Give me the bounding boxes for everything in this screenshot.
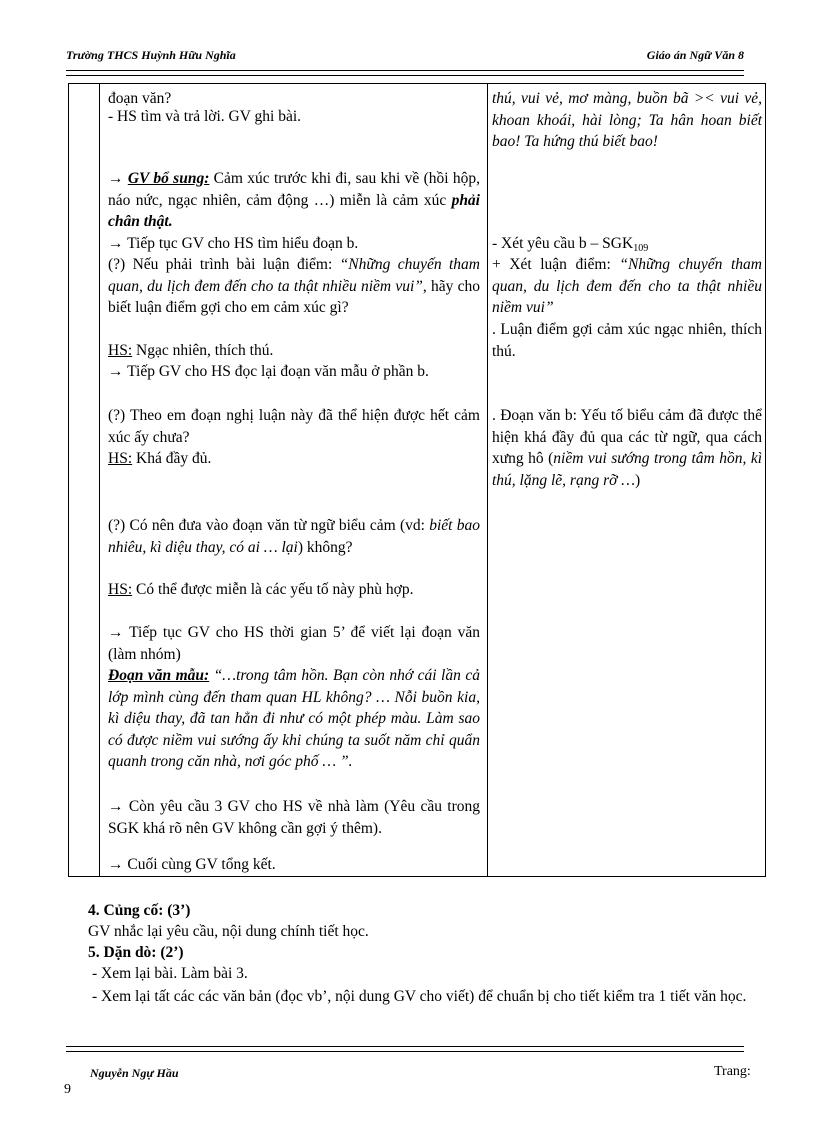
author-name: Nguyễn Ngự Hầu	[90, 1066, 179, 1080]
activity-text: Có thể được miễn là các yếu tố này phù hợp.	[132, 581, 414, 598]
content-paragraph	[492, 254, 762, 319]
content-subscript: 109	[633, 243, 649, 254]
section-5-item: - Xem lại bài. Làm bài 3.	[92, 965, 248, 982]
activity-paragraph	[108, 515, 480, 558]
activity-text: → Cuối cùng GV tổng kết.	[108, 856, 276, 873]
activity-text: → Còn yêu cầu 3 GV cho HS về nhà làm (Yêu cầu trong SGK khá rõ nên GV không cần gợi ý thêm).	[108, 798, 480, 837]
header-rule	[66, 70, 744, 76]
activity-paragraph	[108, 579, 480, 601]
activity-text: → Tiếp tục GV cho HS thời gian 5’ để viết lại đoạn văn (làm nhóm)	[108, 624, 480, 663]
activity-paragraph	[108, 340, 480, 362]
activity-text: - HS tìm và trả lời. GV ghi bài.	[108, 108, 302, 125]
content-text: . Luận điểm gợi cảm xúc ngạc nhiên, thích thú.	[492, 321, 762, 360]
subject-name: Giáo án Ngữ Văn 8	[646, 48, 744, 62]
activity-paragraph	[108, 448, 480, 470]
activity-text: (?) Có nên đưa vào đoạn văn từ ngữ biểu cảm (vd:	[108, 517, 430, 534]
activity-text: → Tiếp GV cho HS đọc lại đoạn văn mẫu ở phần b.	[108, 363, 429, 380]
sample-paragraph	[108, 665, 480, 773]
content-quote: “Những chuyến tham quan, du lịch đem đến cho ta thật nhiều niềm vui”	[492, 256, 762, 316]
activity-paragraph	[108, 254, 480, 319]
content-text: . Đoạn văn b: Yếu tố biểu cảm đã được thể hiện khá đầy đủ qua các từ ngữ, qua cách xưng hô (	[492, 407, 762, 467]
hs-label: HS:	[108, 342, 133, 359]
sample-label: Đoạn văn mẫu:	[108, 667, 210, 684]
activity-quote: “Những chuyến tham quan, du lịch đem đến cho ta thật nhiều niềm vui”	[108, 256, 480, 295]
activity-emphasis: phải chân thật.	[108, 191, 480, 230]
page-label: Trang:	[714, 1064, 751, 1079]
arrow-icon: →	[108, 170, 128, 187]
table-col-index	[69, 84, 100, 876]
sample-text: “…trong tâm hồn. Bạn còn nhớ cái lần cả lớp mình cùng đến tham quan HL không? … Nỗi buồn kia, kì diệu thay, đã tan hẳn đi như có một phép màu. Làm sao có được niềm vui sướng ấy khi chúng ta suốt năm chỉ quẩn quanh trong căn nhà, nơi góc phố … ”.	[108, 667, 480, 770]
activity-paragraph	[108, 168, 480, 233]
activity-text: (?) Theo em đoạn nghị luận này đã thể hiện được hết cảm xúc ấy chưa?	[108, 407, 480, 446]
activity-examples: biết bao nhiêu, kì diệu thay, có ai … lại	[108, 517, 480, 556]
activity-label: GV bổ sung:	[127, 170, 210, 187]
page-header	[66, 48, 744, 68]
hs-label: HS:	[108, 450, 133, 467]
section-5-item: - Xem lại tất các các văn bản (đọc vb’, nội dung GV cho viết) để chuẩn bị cho tiết kiểm tra 1 tiết văn học.	[92, 988, 747, 1005]
table-col-activities	[100, 84, 488, 876]
content-text: thú, vui vẻ, mơ màng, buồn bã >< vui vẻ, khoan khoái, hài lòng; Ta hân hoan biết bao! Ta hứng thú biết bao!	[492, 90, 762, 150]
content-text: - Xét yêu cầu b – SGK	[492, 235, 634, 252]
section-4-text: GV nhắc lại yêu cầu, nội dung chính tiết học.	[88, 923, 369, 940]
section-4-title: 4. Củng cố: (3’)	[88, 902, 191, 919]
table-col-content	[488, 84, 765, 876]
content-paragraph	[492, 405, 762, 491]
page-number: 9	[64, 1082, 71, 1097]
school-name: Trường THCS Huỳnh Hữu Nghĩa	[66, 48, 236, 62]
activity-text: Cảm xúc trước khi đi, sau khi về (hồi hộp, náo nức, ngạc nhiên, cảm động …) miễn là cảm xúc	[108, 170, 481, 209]
activity-text: , hãy cho biết luận điểm gợi cho em cảm xúc gì?	[108, 277, 480, 316]
activity-text: → Tiếp tục GV cho HS tìm hiểu đoạn b.	[108, 235, 359, 252]
hs-label: HS:	[108, 581, 133, 598]
lesson-table	[68, 83, 766, 877]
activity-text: Khá đầy đủ.	[132, 450, 212, 467]
activity-text: (?) Nếu phải trình bài luận điểm:	[108, 256, 340, 273]
activity-text: Ngạc nhiên, thích thú.	[132, 342, 274, 359]
content-examples: niềm vui sướng trong tâm hồn, kì thú, lặng lẽ, rạng rỡ …	[492, 450, 762, 489]
activity-text: đoạn văn?	[108, 90, 172, 107]
content-text: )	[635, 471, 641, 489]
activity-text: ) không?	[297, 538, 353, 556]
footer-rule	[66, 1046, 744, 1052]
section-5-title: 5. Dặn dò: (2’)	[88, 944, 184, 961]
content-text: + Xét luận điểm:	[492, 256, 620, 273]
